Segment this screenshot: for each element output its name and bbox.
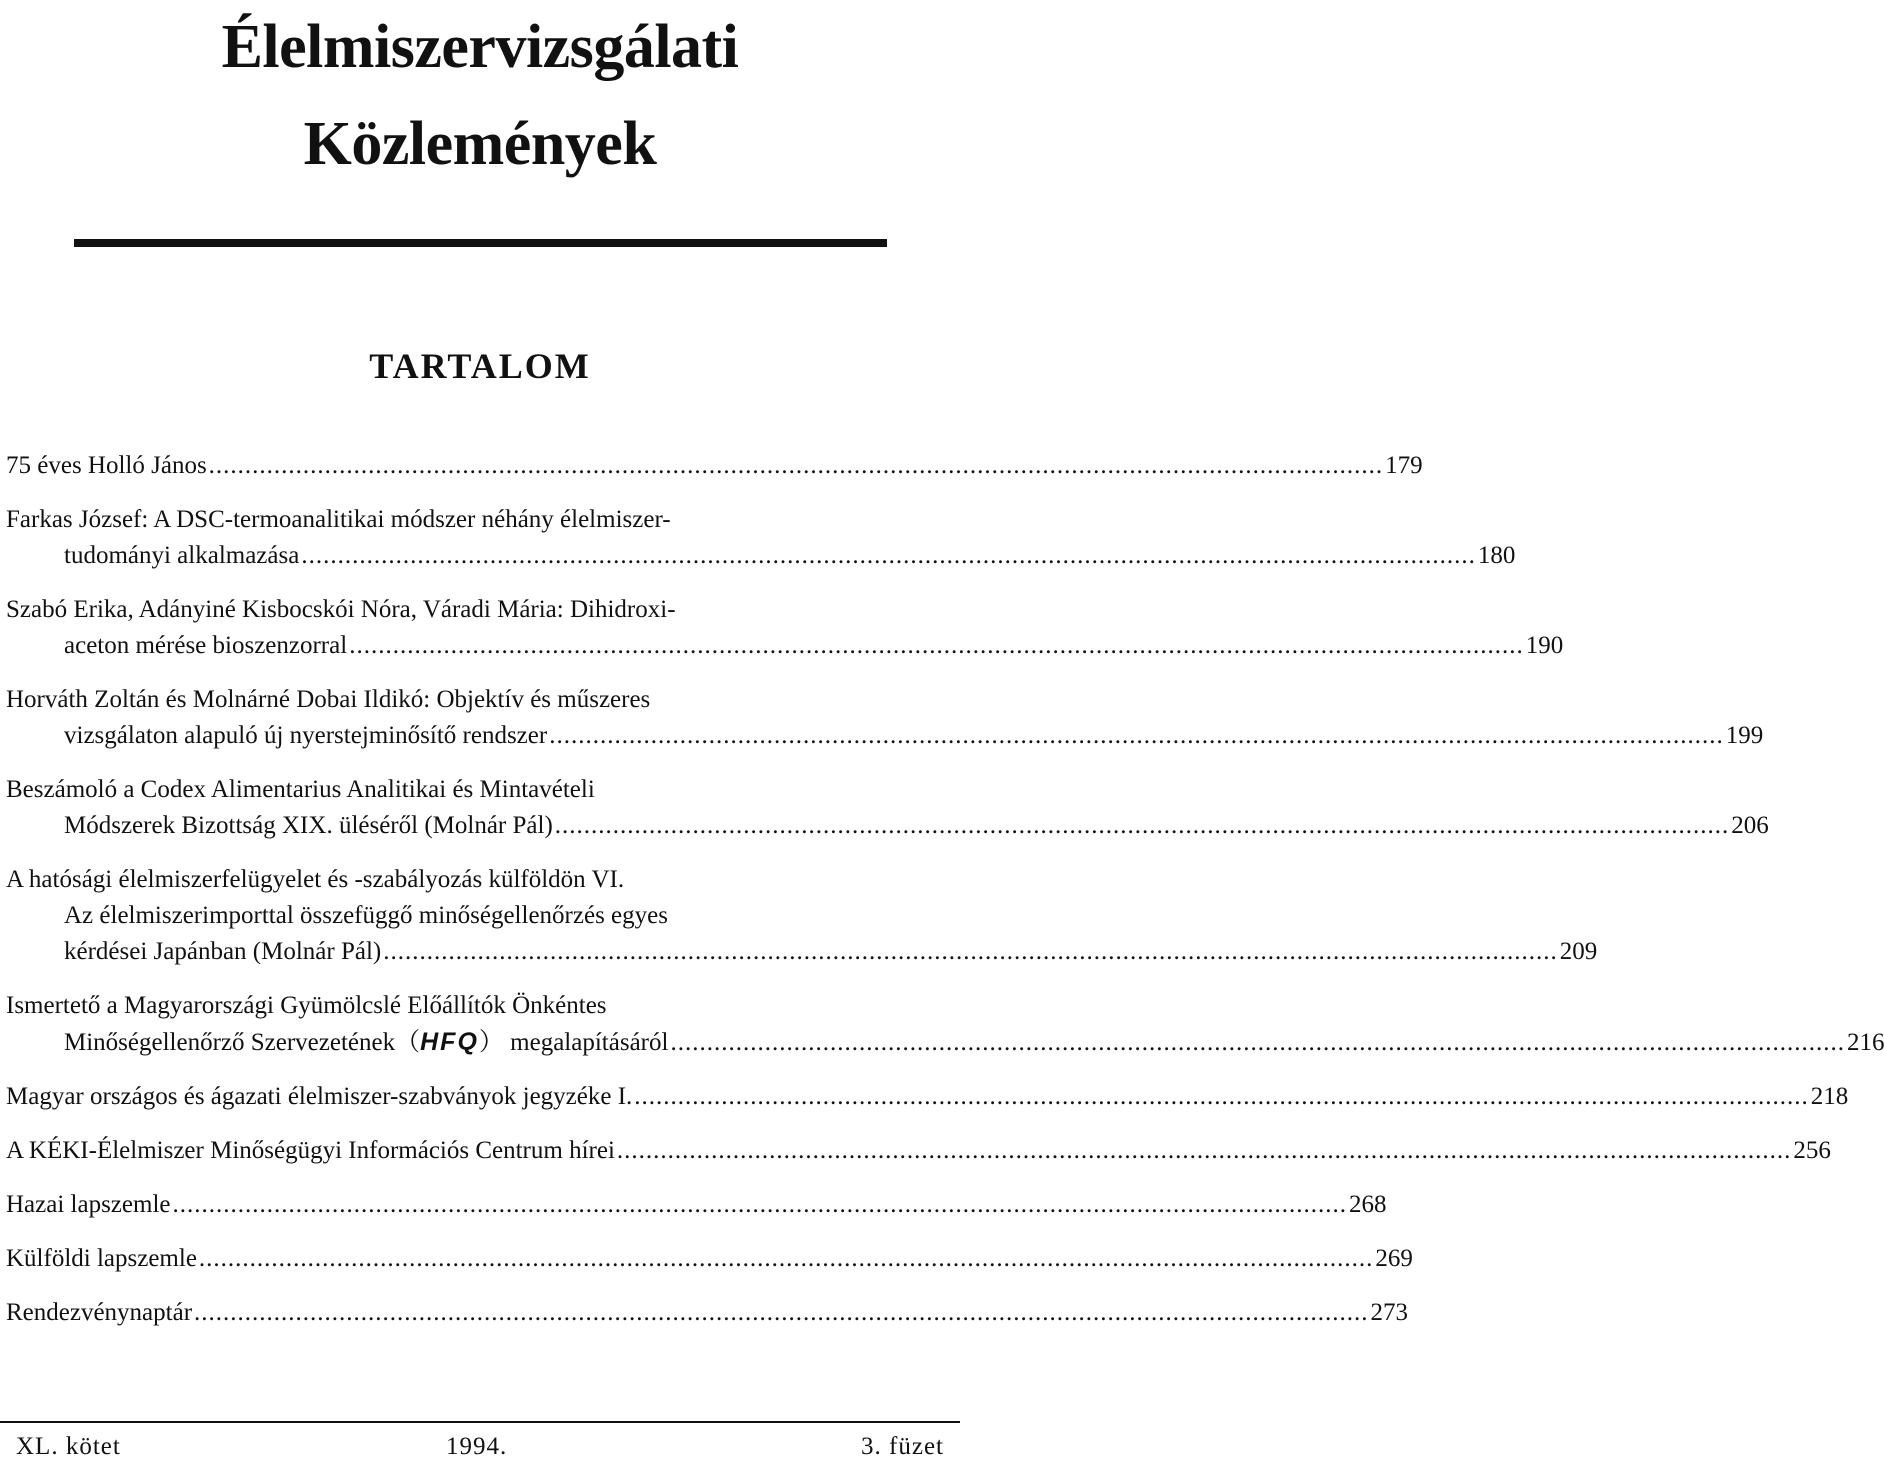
toc-entry-title-cont <box>64 1024 668 1061</box>
toc-entry <box>6 772 1769 844</box>
toc-page-number: 256 <box>1793 1137 1831 1164</box>
toc-page-number: 273 <box>1370 1299 1409 1326</box>
toc-entry-title: Magyar országos és ágazati élelmiszer-szabványok jegyzéke I. <box>6 1083 633 1110</box>
toc-leader: .................................................................................................................................................................. <box>634 1083 1809 1110</box>
issue-label: 3. füzet <box>861 1433 944 1460</box>
toc-leader: .................................................................................................................................................................. <box>554 812 1730 839</box>
journal-title-line2: Közlemények <box>303 110 657 178</box>
toc-entry <box>6 1187 1387 1223</box>
year-label: 1994. <box>446 1433 508 1460</box>
journal-title-line1: Élelmiszervizsgálati <box>221 13 739 81</box>
toc-leader: .................................................................................................................................................................. <box>670 1029 1845 1056</box>
toc-leader: .................................................................................................................................................................. <box>616 1137 1792 1164</box>
toc-page-number: 218 <box>1810 1083 1849 1110</box>
table-of-contents <box>6 448 1884 1349</box>
toc-entry <box>6 1079 1849 1115</box>
toc-entry-title: A KÉKI-Élelmiszer Minőségügyi Információs Centrum hírei <box>6 1137 615 1164</box>
toc-entry-title: Szabó Erika, Adányiné Kisbocskói Nóra, Váradi Mária: Dihidroxi- <box>6 596 676 623</box>
toc-entry <box>6 862 1598 970</box>
toc-entry-title-cont: vizsgálaton alapuló új nyerstejminősítő rendszer <box>64 722 548 749</box>
toc-entry <box>6 682 1764 754</box>
toc-leader: .................................................................................................................................................................. <box>194 1299 1369 1326</box>
hfq-close-paren: ） <box>478 1029 504 1056</box>
toc-entry-title: Hazai lapszemle <box>6 1191 171 1218</box>
toc-entry-title: Horváth Zoltán és Molnárné Dobai Ildikó: Objektív és műszeres <box>6 686 651 713</box>
toc-leader: .................................................................................................................................................................. <box>172 1191 1347 1218</box>
toc-leader: .................................................................................................................................................................. <box>383 938 1558 965</box>
toc-entry-title: Farkas József: A DSC-termoanalitikai módszer néhány élelmiszer- <box>6 506 671 533</box>
section-title: TARTALOM <box>369 346 591 386</box>
toc-entry-title: Ismertető a Magyarországi Gyümölcslé Előállítók Önkéntes <box>6 992 607 1019</box>
toc-page-number: 268 <box>1349 1191 1387 1218</box>
toc-entry-title-part: megalapításáról <box>503 1029 669 1056</box>
toc-entry <box>6 988 1884 1061</box>
toc-entry <box>6 1295 1409 1331</box>
toc-page-number: 209 <box>1559 938 1598 965</box>
toc-entry-title: 75 éves Holló János <box>6 452 207 479</box>
toc-page-number: 216 <box>1846 1029 1884 1056</box>
toc-leader: .................................................................................................................................................................. <box>549 722 1724 749</box>
toc-entry <box>6 502 1516 574</box>
toc-entry <box>6 448 1423 484</box>
toc-entry-title-cont: aceton mérése bioszenzorral <box>64 632 348 659</box>
toc-page-number: 179 <box>1385 452 1423 479</box>
toc-entry-title-cont: tudományi alkalmazása <box>64 542 300 569</box>
toc-entry-title: A hatósági élelmiszerfelügyelet és -szabályozás külföldön VI. <box>6 866 625 893</box>
hfq-open-paren: （ <box>395 1029 421 1056</box>
toc-page-number: 199 <box>1725 722 1764 749</box>
footer-rule <box>0 1421 960 1423</box>
toc-entry <box>6 592 1564 664</box>
hfq-abbreviation: HFQ <box>420 1028 479 1056</box>
toc-page-number: 180 <box>1477 542 1516 569</box>
toc-entry-title-cont: Az élelmiszerimporttal összefüggő minőségellenőrzés egyes <box>64 902 668 929</box>
toc-leader: .................................................................................................................................................................. <box>349 632 1524 659</box>
toc-leader: .................................................................................................................................................................. <box>208 452 1384 479</box>
toc-page-number: 269 <box>1375 1245 1413 1272</box>
volume-label: XL. kötet <box>16 1433 121 1460</box>
toc-entry-title-part: Minőségellenőrző Szervezetének <box>64 1029 396 1056</box>
toc-page-number: 190 <box>1525 632 1564 659</box>
toc-entry <box>6 1241 1413 1277</box>
toc-leader: .................................................................................................................................................................. <box>198 1245 1374 1272</box>
toc-entry-title: Beszámoló a Codex Alimentarius Analitikai és Mintavételi <box>6 776 595 803</box>
toc-entry <box>6 1133 1831 1169</box>
toc-entry-title-cont: Módszerek Bizottság XIX. üléséről (Molnár Pál) <box>64 812 553 839</box>
toc-entry-title: Külföldi lapszemle <box>6 1245 197 1272</box>
toc-leader: .................................................................................................................................................................. <box>301 542 1476 569</box>
toc-entry-title-cont: kérdései Japánban (Molnár Pál) <box>64 938 382 965</box>
toc-entry-title: Rendezvénynaptár <box>6 1299 193 1326</box>
title-rule <box>74 239 887 247</box>
toc-page-number: 206 <box>1731 812 1769 839</box>
